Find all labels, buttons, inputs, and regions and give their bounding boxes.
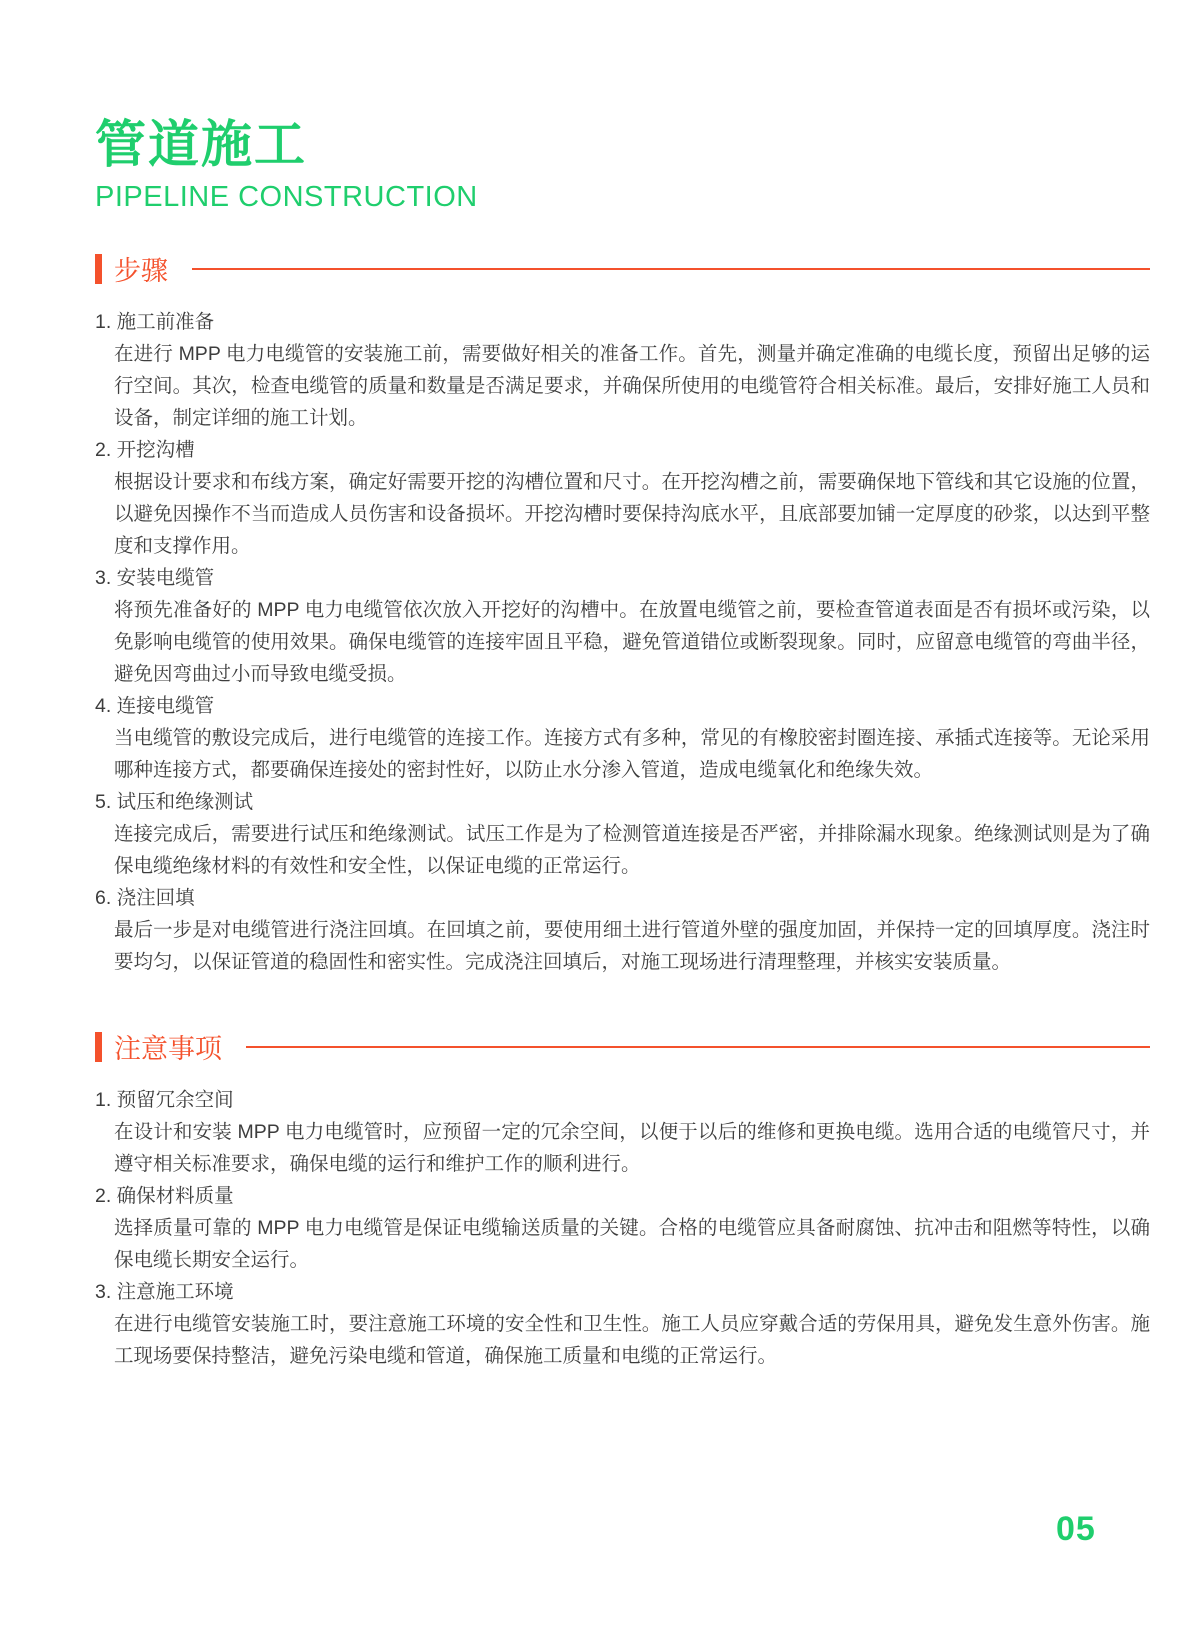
list-item-title: 5. 试压和绝缘测试 — [95, 790, 254, 813]
list-item-body: 在进行 MPP 电力电缆管的安装施工前，需要做好相关的准备工作。首先，测量并确定准确的电缆长度，预留出足够的运行空间。其次，检查电缆管的质量和数量是否满足要求，并确保所使用的电缆管符合相关标准。最后，安排好施工人员和设备，制定详细的施工计划。 — [114, 342, 1150, 429]
section-title-steps: 步骤 — [114, 256, 168, 287]
section-header-steps — [95, 252, 1150, 286]
steps-list — [95, 306, 1150, 978]
section-accent-bar — [95, 254, 102, 284]
section-steps — [95, 252, 1150, 978]
list-item-title: 3. 安装电缆管 — [95, 566, 215, 589]
list-item-body: 选择质量可靠的 MPP 电力电缆管是保证电缆输送质量的关键。合格的电缆管应具备耐腐蚀、抗冲击和阻燃等特性，以确保电缆长期安全运行。 — [114, 1216, 1150, 1271]
section-rule-line — [192, 268, 1150, 270]
list-item-body: 根据设计要求和布线方案，确定好需要开挖的沟槽位置和尺寸。在开挖沟槽之前，需要确保地下管线和其它设施的位置，以避免因操作不当而造成人员伤害和设备损坏。开挖沟槽时要保持沟底水平，且底部要加铺一定厚度的砂浆，以达到平整度和支撑作用。 — [114, 470, 1150, 557]
list-item — [95, 434, 1150, 562]
list-item-title: 6. 浇注回填 — [95, 886, 195, 909]
list-item — [95, 690, 1150, 786]
section-precautions — [95, 1030, 1150, 1372]
list-item-body: 将预先准备好的 MPP 电力电缆管依次放入开挖好的沟槽中。在放置电缆管之前，要检查管道表面是否有损坏或污染，以免影响电缆管的使用效果。确保电缆管的连接牢固且平稳，避免管道错位或断裂现象。同时，应留意电缆管的弯曲半径，避免因弯曲过小而导致电缆受损。 — [114, 598, 1150, 685]
list-item-body: 在进行电缆管安装施工时，要注意施工环境的安全性和卫生性。施工人员应穿戴合适的劳保用具，避免发生意外伤害。施工现场要保持整洁，避免污染电缆和管道，确保施工质量和电缆的正常运行。 — [114, 1312, 1150, 1367]
list-item-title: 2. 确保材料质量 — [95, 1184, 234, 1207]
section-rule-line — [246, 1046, 1150, 1048]
section-accent-bar — [95, 1032, 102, 1062]
page-number: 05 — [1056, 1510, 1096, 1548]
list-item-body: 当电缆管的敷设完成后，进行电缆管的连接工作。连接方式有多种，常见的有橡胶密封圈连接、承插式连接等。无论采用哪种连接方式，都要确保连接处的密封性好，以防止水分渗入管道，造成电缆氧化和绝缘失效。 — [114, 726, 1150, 781]
list-item-body: 在设计和安装 MPP 电力电缆管时，应预留一定的冗余空间，以便于以后的维修和更换电缆。选用合适的电缆管尺寸，并遵守相关标准要求，确保电缆的运行和维护工作的顺利进行。 — [114, 1120, 1150, 1175]
list-item-body: 连接完成后，需要进行试压和绝缘测试。试压工作是为了检测管道连接是否严密，并排除漏水现象。绝缘测试则是为了确保电缆绝缘材料的有效性和安全性，以保证电缆的正常运行。 — [114, 822, 1150, 877]
list-item-title: 2. 开挖沟槽 — [95, 438, 195, 461]
list-item — [95, 1276, 1150, 1372]
list-item — [95, 306, 1150, 434]
list-item — [95, 1084, 1150, 1180]
list-item — [95, 562, 1150, 690]
precautions-list — [95, 1084, 1150, 1372]
page-subtitle: PIPELINE CONSTRUCTION — [95, 181, 478, 214]
list-item-title: 1. 施工前准备 — [95, 310, 215, 333]
section-header-precautions — [95, 1030, 1150, 1064]
list-item — [95, 786, 1150, 882]
list-item-title: 3. 注意施工环境 — [95, 1280, 234, 1303]
list-item-body: 最后一步是对电缆管进行浇注回填。在回填之前，要使用细土进行管道外壁的强度加固，并保持一定的回填厚度。浇注时要均匀，以保证管道的稳固性和密实性。完成浇注回填后，对施工现场进行清理整理，并核实安装质量。 — [114, 918, 1150, 973]
list-item-title: 1. 预留冗余空间 — [95, 1088, 234, 1111]
list-item-title: 4. 连接电缆管 — [95, 694, 215, 717]
list-item — [95, 1180, 1150, 1276]
page-title: 管道施工 — [95, 116, 308, 173]
list-item — [95, 882, 1150, 978]
section-title-precautions: 注意事项 — [114, 1034, 222, 1065]
